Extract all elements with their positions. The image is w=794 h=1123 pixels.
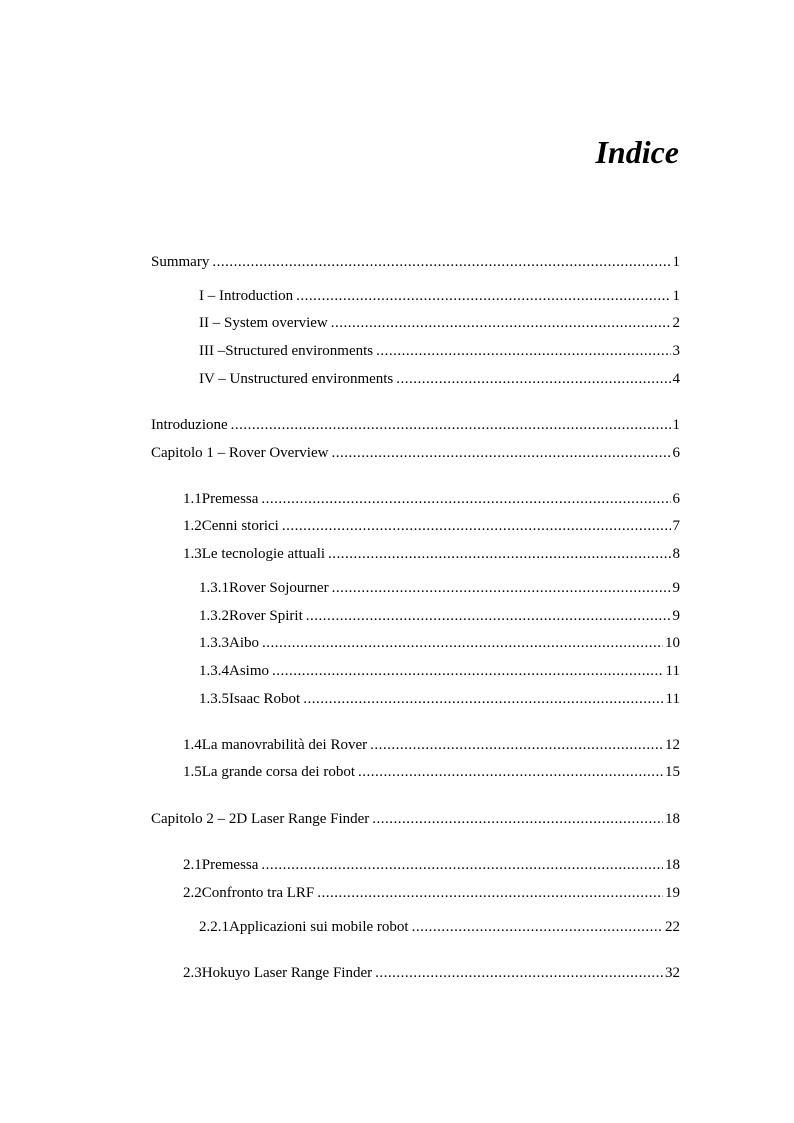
toc-entry[interactable] — [183, 735, 680, 755]
toc-entry-label: Asimo — [229, 663, 270, 679]
dot-leader — [358, 762, 663, 782]
toc-entry-page: 18 — [665, 857, 680, 873]
toc-entry-number: 2.2 — [183, 885, 202, 901]
dot-leader — [372, 809, 663, 829]
toc-entry-label: Premessa — [201, 857, 259, 873]
toc-entry-label: IV – Unstructured environments — [199, 371, 394, 387]
toc-entry-label: Rover Spirit — [229, 608, 303, 624]
toc-entry[interactable] — [199, 286, 680, 306]
toc-entry-label: Confronto tra LRF — [201, 885, 315, 901]
toc-entry-label: III –Structured environments — [199, 343, 374, 359]
toc-entry-label: Hokuyo Laser Range Finder — [201, 965, 373, 981]
toc-entry-page: 15 — [665, 764, 680, 780]
dot-leader — [261, 855, 663, 875]
dot-leader — [303, 689, 663, 709]
toc-entry-label: Rover Sojourner — [229, 580, 329, 596]
dot-leader — [306, 606, 671, 626]
toc-entry-number: 1.3 — [183, 546, 202, 562]
toc-entry[interactable] — [151, 443, 680, 463]
toc-entry[interactable] — [183, 489, 680, 509]
dot-leader — [376, 341, 670, 361]
toc-entry[interactable] — [199, 369, 680, 389]
toc-entry-page: 6 — [672, 445, 680, 461]
toc-entry[interactable] — [183, 544, 680, 564]
toc-entry-page: 19 — [665, 885, 680, 901]
toc-entry-number: 1.4 — [183, 737, 202, 753]
dot-leader — [231, 415, 671, 435]
toc-entry-page: 9 — [672, 580, 680, 596]
toc-entry[interactable] — [183, 883, 680, 903]
dot-leader — [412, 917, 663, 937]
toc-entry-label: Applicazioni sui mobile robot — [229, 919, 409, 935]
page-title: Indice — [595, 134, 679, 170]
toc-entry-label: Premessa — [201, 491, 259, 507]
toc-entry-label: I – Introduction — [199, 288, 294, 304]
toc-entry-label: La manovrabilità dei Rover — [201, 737, 368, 753]
toc-entry-label: La grande corsa dei robot — [201, 764, 356, 780]
toc-entry-number: 1.1 — [183, 491, 202, 507]
toc-entry[interactable] — [199, 313, 680, 333]
toc-entry-page: 3 — [672, 343, 680, 359]
toc-entry[interactable] — [151, 809, 680, 829]
toc-entry[interactable] — [199, 917, 680, 937]
toc-entry[interactable] — [199, 689, 680, 709]
toc-entry[interactable] — [199, 578, 680, 598]
toc-entry-label: Summary — [151, 254, 210, 270]
toc-entry-number: 2.1 — [183, 857, 202, 873]
toc-entry[interactable] — [199, 606, 680, 626]
toc-entry[interactable] — [183, 516, 680, 536]
toc-entry[interactable] — [151, 252, 680, 272]
toc-entry-label: II – System overview — [199, 315, 328, 331]
toc-entry-page: 9 — [672, 608, 680, 624]
toc-entry-number: 1.2 — [183, 518, 202, 534]
toc-entry[interactable] — [199, 661, 680, 681]
toc-entry[interactable] — [151, 415, 680, 435]
toc-entry-page: 1 — [672, 417, 680, 433]
toc-entry-number: 1.3.3 — [199, 635, 229, 651]
toc-entry-number: 1.3.1 — [199, 580, 229, 596]
toc-entry-page: 11 — [665, 691, 680, 707]
toc-entry-page: 4 — [672, 371, 680, 387]
toc-entry-label: Aibo — [229, 635, 259, 651]
toc-entry[interactable] — [183, 762, 680, 782]
toc-entry-number: 1.3.2 — [199, 608, 229, 624]
dot-leader — [272, 661, 664, 681]
toc-entry-page: 7 — [672, 518, 680, 534]
dot-leader — [370, 735, 663, 755]
toc-entry-page: 18 — [665, 811, 680, 827]
toc-entry-page: 1 — [672, 254, 680, 270]
toc-entry[interactable] — [199, 633, 680, 653]
dot-leader — [331, 313, 671, 333]
toc-entry-page: 10 — [665, 635, 680, 651]
toc-entry[interactable] — [183, 963, 680, 983]
toc-entry-number: 2.2.1 — [199, 919, 229, 935]
toc-entry-page: 22 — [665, 919, 680, 935]
toc-entry-page: 2 — [672, 315, 680, 331]
toc-entry-number: 2.3 — [183, 965, 202, 981]
dot-leader — [331, 443, 670, 463]
dot-leader — [282, 516, 671, 536]
toc-entry-page: 11 — [665, 663, 680, 679]
toc-entry-label: Isaac Robot — [229, 691, 301, 707]
toc-entry-page: 1 — [672, 288, 680, 304]
toc-entry-label: Capitolo 2 – 2D Laser Range Finder — [151, 811, 370, 827]
toc-entry-page: 8 — [672, 546, 680, 562]
toc-entry-label: Introduzione — [151, 417, 228, 433]
toc-entry-label: Capitolo 1 – Rover Overview — [151, 445, 329, 461]
toc-entry-label: Le tecnologie attuali — [201, 546, 326, 562]
dot-leader — [212, 252, 670, 272]
toc-entry-page: 12 — [665, 737, 680, 753]
toc-entry-number: 1.3.4 — [199, 663, 229, 679]
dot-leader — [296, 286, 670, 306]
dot-leader — [261, 489, 670, 509]
toc-entry-page: 6 — [672, 491, 680, 507]
toc-entry-label: Cenni storici — [201, 518, 279, 534]
dot-leader — [396, 369, 670, 389]
dot-leader — [317, 883, 663, 903]
toc-entry[interactable] — [183, 855, 680, 875]
dot-leader — [328, 544, 670, 564]
dot-leader — [332, 578, 671, 598]
dot-leader — [375, 963, 663, 983]
toc-entry-number: 1.5 — [183, 764, 202, 780]
toc-entry-page: 32 — [665, 965, 680, 981]
toc-entry[interactable] — [199, 341, 680, 361]
dot-leader — [262, 633, 663, 653]
toc-entry-number: 1.3.5 — [199, 691, 229, 707]
